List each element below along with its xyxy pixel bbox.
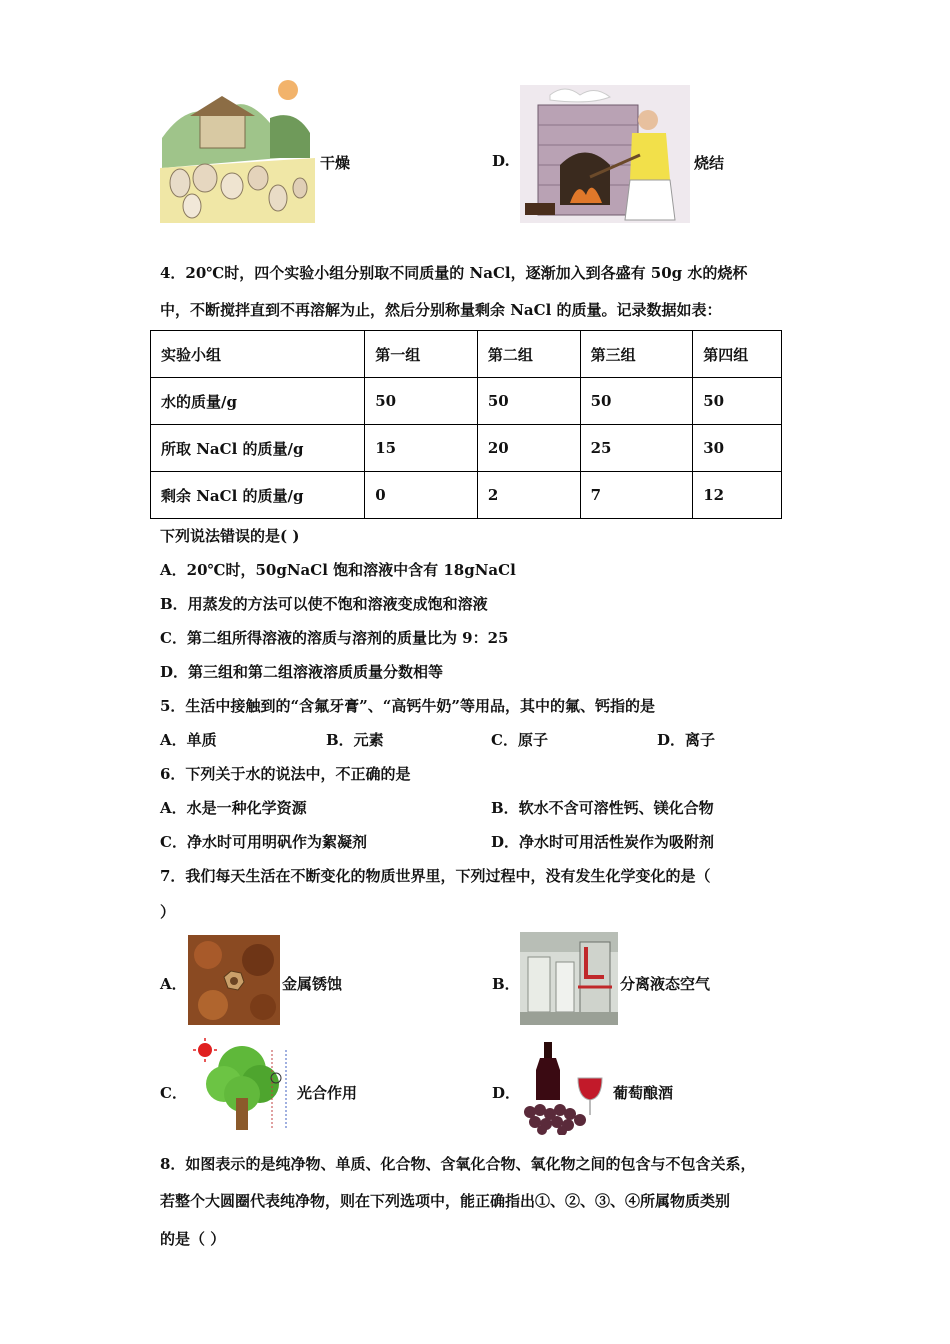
table-cell: 50 <box>580 378 693 425</box>
table-cell: 第三组 <box>580 331 693 378</box>
table-cell: 20 <box>477 425 580 472</box>
q6-option-c: C．净水时可用明矾作为絮凝剂 <box>160 833 367 851</box>
pottery-drying-illustration <box>160 78 315 223</box>
table-cell: 0 <box>365 472 478 519</box>
q7-option-a-caption: 金属锈蚀 <box>282 975 343 993</box>
air-separation-plant-photo <box>520 932 618 1025</box>
q8-line3: 的是（ ） <box>160 1230 226 1248</box>
table-cell: 所取 NaCl 的质量/g <box>151 425 365 472</box>
table-cell: 50 <box>693 378 782 425</box>
grape-wine-photo <box>520 1040 610 1135</box>
q8-line1: 8．如图表示的是纯净物、单质、化合物、含氧化合物、氧化物之间的包含与不包含关系， <box>160 1155 756 1173</box>
table-cell: 剩余 NaCl 的质量/g <box>151 472 365 519</box>
q4-stem-line2: 中，不断搅拌直到不再溶解为止，然后分别称量剩余 NaCl 的质量。记录数据如表： <box>160 301 722 319</box>
q4-option-b: B．用蒸发的方法可以使不饱和溶液变成饱和溶液 <box>160 595 488 613</box>
table-row <box>151 378 782 425</box>
q7-stem-line1: 7．我们每天生活在不断变化的物质世界里，下列过程中，没有发生化学变化的是（ <box>160 867 711 885</box>
q6-stem: 6．下列关于水的说法中，不正确的是 <box>160 765 411 783</box>
kiln-firing-illustration <box>520 85 690 223</box>
table-row <box>151 425 782 472</box>
q3-d-caption: 烧结 <box>694 154 725 172</box>
q4-option-c: C．第二组所得溶液的溶质与溶剂的质量比为 9：25 <box>160 629 509 647</box>
table-cell: 第二组 <box>477 331 580 378</box>
table-cell: 25 <box>580 425 693 472</box>
table-cell: 12 <box>693 472 782 519</box>
q6-option-a: A．水是一种化学资源 <box>160 799 307 817</box>
table-header-row <box>151 331 782 378</box>
q3-c-caption: 干燥 <box>320 154 351 172</box>
table-row <box>151 472 782 519</box>
q5-option-b: B．元素 <box>326 731 384 749</box>
q7-option-d-letter: D． <box>492 1084 521 1102</box>
q4-question: 下列说法错误的是( ) <box>160 527 300 545</box>
table-cell: 15 <box>365 425 478 472</box>
q3-d-letter: D. <box>492 152 510 170</box>
table-cell: 实验小组 <box>151 331 365 378</box>
table-cell: 50 <box>365 378 478 425</box>
q7-option-c-caption: 光合作用 <box>297 1084 358 1102</box>
table-cell: 2 <box>477 472 580 519</box>
nacl-data-table <box>150 330 782 519</box>
q8-line2: 若整个大圆圈代表纯净物，则在下列选项中，能正确指出①、②、③、④所属物质类别 <box>160 1192 731 1210</box>
table-cell: 水的质量/g <box>151 378 365 425</box>
rusted-metal-photo <box>188 935 280 1025</box>
q5-option-c: C．原子 <box>491 731 548 749</box>
table-cell: 50 <box>477 378 580 425</box>
q6-option-b: B．软水不含可溶性钙、镁化合物 <box>491 799 714 817</box>
q4-option-a: A．20℃时，50gNaCl 饱和溶液中含有 18gNaCl <box>160 561 516 579</box>
q7-option-b-caption: 分离液态空气 <box>620 975 711 993</box>
q4-stem-line1: 4．20℃时，四个实验小组分别取不同质量的 NaCl，逐渐加入到各盛有 50g 水的烧杯 <box>160 264 748 282</box>
q7-stem-line2: ） <box>160 903 176 921</box>
table-cell: 7 <box>580 472 693 519</box>
q5-option-a: A．单质 <box>160 731 217 749</box>
q7-option-a-letter: A． <box>160 975 187 993</box>
q7-option-c-letter: C． <box>160 1084 187 1102</box>
table-cell: 第一组 <box>365 331 478 378</box>
table-cell: 30 <box>693 425 782 472</box>
q7-option-d-caption: 葡萄酿酒 <box>613 1084 674 1102</box>
q4-option-d: D．第三组和第二组溶液溶质质量分数相等 <box>160 663 444 681</box>
q7-option-b-letter: B． <box>492 975 520 993</box>
q5-stem: 5．生活中接触到的“含氟牙膏”、“高钙牛奶”等用品，其中的氟、钙指的是 <box>160 697 655 715</box>
table-cell: 第四组 <box>693 331 782 378</box>
photosynthesis-tree-illustration <box>190 1038 295 1133</box>
q5-option-d: D．离子 <box>657 731 716 749</box>
q6-option-d: D．净水时可用活性炭作为吸附剂 <box>491 833 715 851</box>
